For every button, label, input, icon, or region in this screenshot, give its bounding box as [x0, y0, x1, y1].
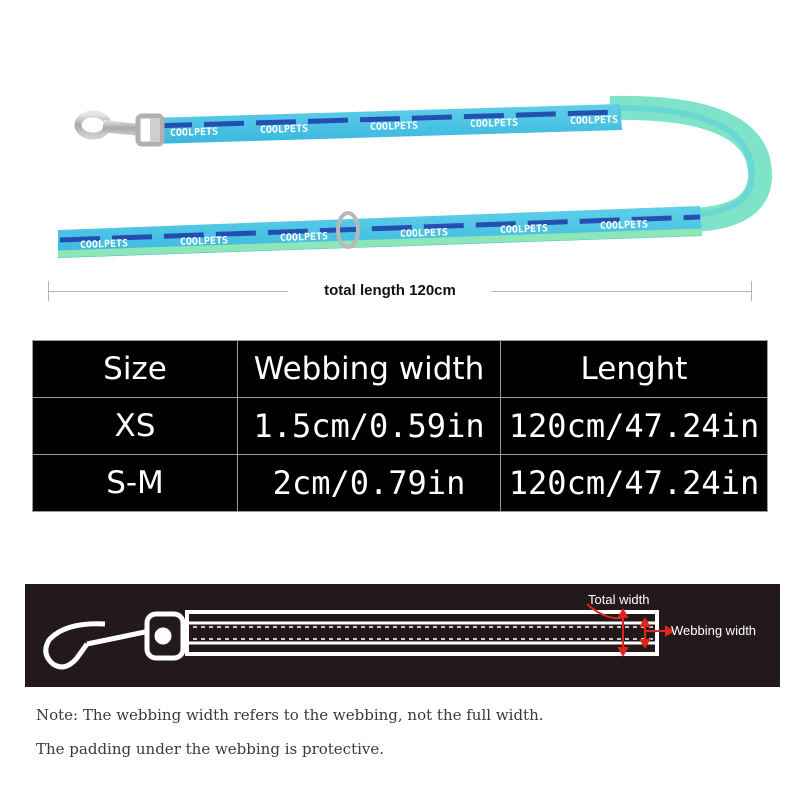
measure-tick-right: [751, 281, 752, 301]
note-webbing-width: Note: The webbing width refers to the webbing, not the full width.: [36, 706, 544, 724]
measure-line-right: [492, 291, 752, 292]
total-width-label: Total width: [588, 592, 650, 607]
table-row: [33, 398, 768, 455]
snap-hook-outline-icon: [46, 614, 183, 667]
print-text-10: COOLPETS: [499, 223, 549, 236]
print-text-8: COOLPETS: [279, 231, 329, 244]
print-text-2: COOLPETS: [259, 123, 309, 136]
total-length-label: total length 120cm: [324, 282, 456, 299]
print-text-11: COOLPETS: [599, 219, 649, 232]
print-text-5: COOLPETS: [569, 114, 619, 127]
webbing-width-label: Webbing width: [671, 623, 757, 638]
cell-size: XS: [33, 398, 238, 455]
cell-webbing-width: 1.5cm/0.59in: [238, 398, 501, 455]
cell-webbing-width: 2cm/0.79in: [238, 455, 501, 512]
print-text-1: COOLPETS: [169, 126, 219, 139]
print-text-3: COOLPETS: [369, 120, 419, 133]
print-text-6: COOLPETS: [79, 238, 129, 251]
print-text-7: COOLPETS: [179, 235, 229, 248]
header-length: Lenght: [501, 341, 768, 398]
note-padding: The padding under the webbing is protective.: [36, 740, 385, 758]
size-table: [32, 340, 768, 512]
inner-webbing-outline: [187, 623, 657, 643]
print-text-4: COOLPETS: [469, 117, 519, 130]
width-diagram: [25, 584, 780, 687]
table-row: [33, 455, 768, 512]
snap-hook-icon: [78, 114, 162, 144]
leash-outline-diagram: [25, 584, 780, 687]
cell-length: 120cm/47.24in: [501, 398, 768, 455]
print-text-9: COOLPETS: [399, 227, 449, 240]
cell-length: 120cm/47.24in: [501, 455, 768, 512]
outer-strap-outline: [187, 612, 657, 654]
header-size: Size: [33, 341, 238, 398]
cell-size: S-M: [33, 455, 238, 512]
header-webbing-width: Webbing width: [238, 341, 501, 398]
table-header-row: [33, 341, 768, 398]
leash-photo: [0, 0, 800, 270]
measure-line-left: [48, 291, 288, 292]
